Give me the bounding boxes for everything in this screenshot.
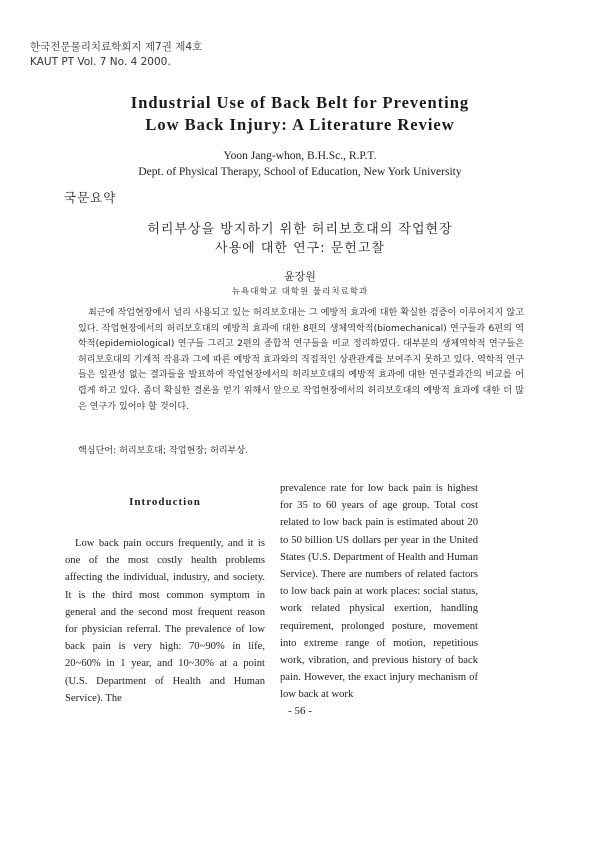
intro-paragraph-right: prevalence rate for low back pain is highest for 35 to 60 years of age group. Total cost related to low back pain is estimated about 20 to 50 billion US dollars per year in the United States (U.S. Department of Health and Human Service). There are numbers of related factors to low back pain at work places: social status, work related physical exertion, handling requirement, prolonged posture, movement into extreme range of motion, repetitious work, vibration, and previous history of back pain. However, the exact injury mechanism of low back at work (280, 483, 478, 701)
author-name: Yoon Jang-whon, B.H.Sc., R.P.T. (223, 150, 377, 162)
korean-abstract-text: 최근에 작업현장에서 널리 사용되고 있는 허리보호대는 그 예방적 효과에 대한 확실한 검증이 이루어지지 않고 있다. 작업현장에서의 허리보호대의 예방적 효과에 대한 8편의 생체역학적(biomechanical) 연구들과 6편의 역학적(epidemiological) 연구들 그리고 2편의 종합적 연구들을 비교 정리하였다. 대부분의 생체역학적 연구들은 허리보호대의 기계적 작용과 그에 따른 예방적 효과와의 직접적인 상관관계를 보여주지 못하고 있다. 역학적 연구들은 일관성 없는 결과들을 발표하여 작업현장에서의 허리보호대의 예방적 효과에 대한 연구결과간의 비교를 어렵게 하고 있다. 좀더 확실한 결론을 얻기 위해서 앞으로 작업현장에서의 허리보호대의 예방적 효과에 대한 더 많은 연구가 있어야 할 것이다. (78, 308, 524, 412)
paper-title-line-1: Industrial Use of Back Belt for Preventing (130, 93, 470, 112)
korean-abstract (78, 306, 524, 415)
body-column-left (65, 494, 265, 707)
korean-title (0, 220, 600, 258)
korean-title-line-1: 허리부상을 방지하기 위한 허리보호대의 작업현장 (147, 222, 453, 237)
body-column-right (280, 480, 478, 704)
journal-name: 한국전문물리치료학회지 제7권 제4호 (30, 41, 203, 53)
author-affiliation: Dept. of Physical Therapy, School of Education, New York University (138, 166, 462, 178)
keywords: 핵심단어: 허리보호대; 작업현장; 허리부상. (78, 446, 249, 456)
korean-title-line-2: 사용에 대한 연구: 문헌고찰 (215, 241, 385, 256)
intro-paragraph-left: Low back pain occurs frequently, and it is one of the most costly health problems affecting the individual, industry, and society. It is the third most common symptom in general and the second most frequent reason for physician referral. The prevalence of low back pain is very high: 70~90% in life, 20~60% in 1 year, and 10~30% at a point (U.S. Department of Health and Human Service). The (65, 538, 265, 704)
paper-title-line-2: Low Back Injury: A Literature Review (145, 115, 455, 134)
korean-author-name: 윤장원 (284, 270, 316, 283)
author-block (0, 148, 600, 180)
paper-title (0, 92, 600, 136)
korean-abstract-heading: 국문요약 (64, 190, 117, 205)
page-number: - 56 - (288, 705, 312, 717)
section-heading-introduction: Introduction (129, 496, 201, 508)
korean-author-affiliation: 뉴욕대학교 대학원 물리치료학과 (231, 287, 369, 297)
journal-volume: KAUT PT Vol. 7 No. 4 2000. (30, 56, 171, 68)
journal-header (30, 40, 202, 70)
